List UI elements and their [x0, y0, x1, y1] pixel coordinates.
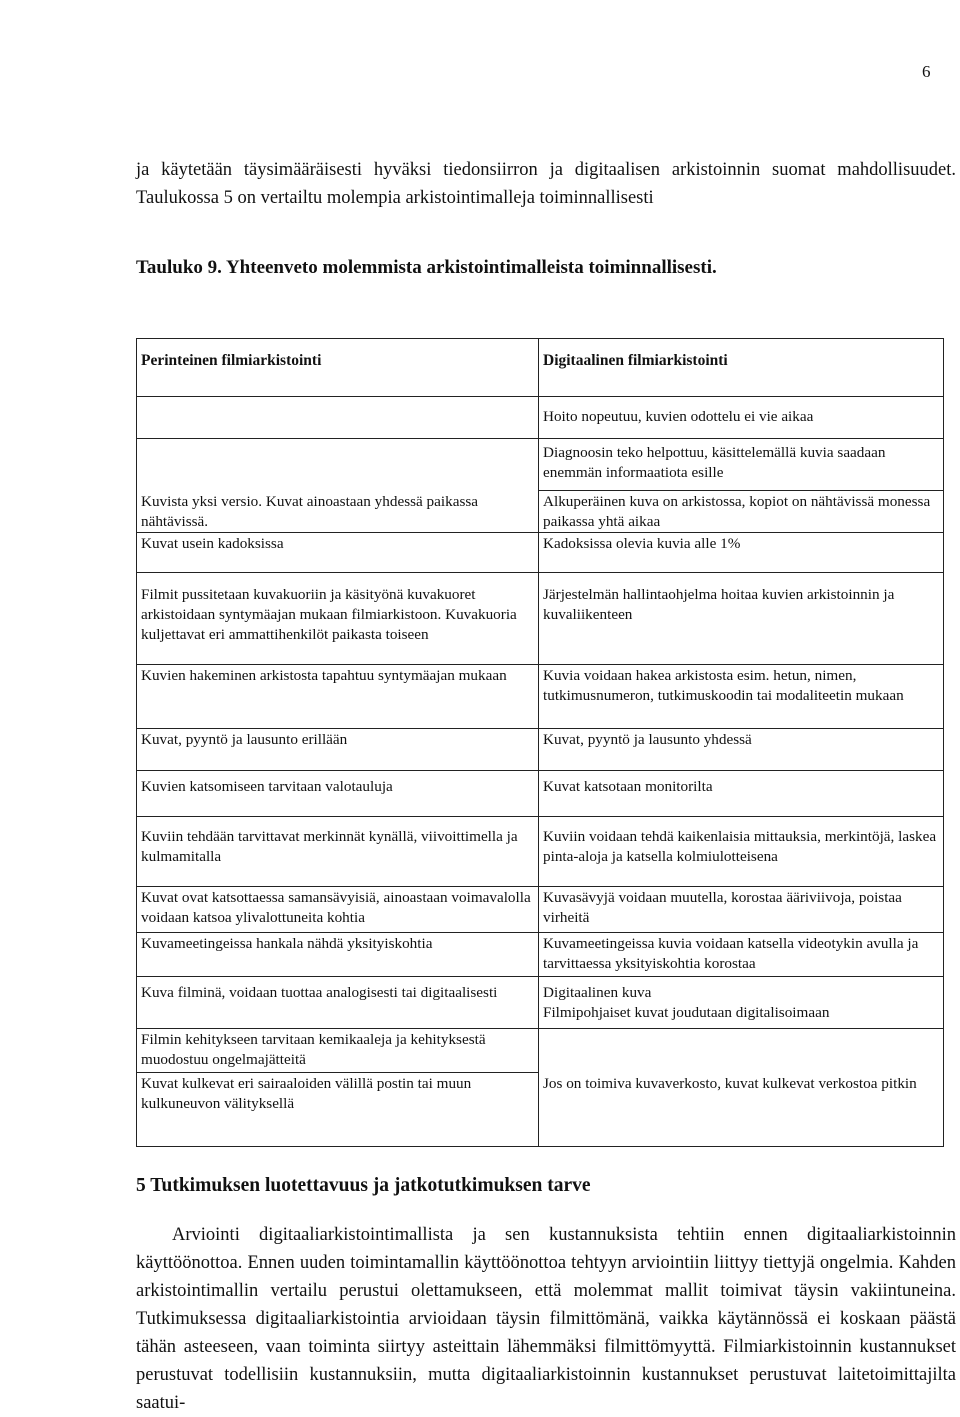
table-cell: Filmin kehitykseen tarvitaan kemikaaleja ja kehityksestä muodostuu ongelmajätteitä [137, 1029, 539, 1073]
table-row [137, 729, 943, 771]
table-cell: Kuvat, pyyntö ja lausunto erillään [137, 729, 539, 771]
table-cell: Kuva filminä, voidaan tuottaa analogisesti tai digitaalisesti [137, 977, 539, 1029]
table-row [137, 933, 943, 977]
header-traditional: Perinteinen filmiarkistointi [137, 339, 539, 397]
table-cell: Kadoksissa olevia kuvia alle 1% [539, 533, 943, 573]
table-cell: Kuviin voidaan tehdä kaikenlaisia mittauksia, merkintöjä, laskea pinta-aloja ja katsella kolmiulotteisena [539, 817, 943, 887]
table-cell: Kuvien hakeminen arkistosta tapahtuu syntymäajan mukaan [137, 665, 539, 729]
table-cell: Hoito nopeutuu, kuvien odottelu ei vie aikaa [539, 397, 943, 439]
table-caption: Tauluko 9. Yhteenveto molemmista arkistointimalleista toiminnallisesti. [136, 257, 717, 278]
table-row [137, 977, 943, 1029]
table-cell [137, 397, 539, 439]
table-row [137, 397, 943, 439]
table-row [137, 491, 943, 533]
table-cell: Alkuperäinen kuva on arkistossa, kopiot on nähtävissä monessa paikassa yhtä aikaa [539, 491, 943, 533]
table-cell: Kuvasävyjä voidaan muutella, korostaa ääriviivoja, poistaa virheitä [539, 887, 943, 933]
table-cell: Kuvista yksi versio. Kuvat ainoastaan yhdessä paikassa nähtävissä. [137, 491, 539, 533]
table-cell: Digitaalinen kuva Filmipohjaiset kuvat joudutaan digitalisoimaan [539, 977, 943, 1029]
page-number: 6 [922, 62, 931, 81]
header-digital: Digitaalinen filmiarkistointi [539, 339, 943, 397]
table-cell [539, 1029, 943, 1073]
table-cell: Jos on toimiva kuvaverkosto, kuvat kulkevat verkostoa pitkin [539, 1073, 943, 1147]
table-cell: Kuvat kulkevat eri sairaaloiden välillä postin tai muun kulkuneuvon välityksellä [137, 1073, 539, 1147]
section-text: Arviointi digitaaliarkistointimallista ja sen kustannuksista tehtiin ennen digitaaliarkistoinnin käyttöönottoa. Ennen uuden toimintamallin käyttöönottoa tehtyyn arviointiin liittyy tiettyjä ongelmia. Kahden arkistointimallin vertailu perustui olettamukseen, että molemmat mallit toimivat täysin vakiintuneina. Tutkimuksessa digitaaliarkistointia arvioidaan täysin filmittömänä, vaikka käytännössä ei koskaan päästä tähän asteeseen, vaan toiminta siirtyy asteittain lähemmäksi filmittömyyttä. Filmiarkistoinnin kustannukset perustuvat todellisiin kustannuksiin, mutta digitaaliarkistoinnin kustannukset perustuvat laitetoimittajilta saatui- [136, 1225, 956, 1413]
table-row [137, 533, 943, 573]
section-heading: 5 Tutkimuksen luotettavuus ja jatkotutkimuksen tarve [136, 1175, 591, 1196]
table-row [137, 817, 943, 887]
table-cell: Diagnoosin teko helpottuu, käsittelemällä kuvia saadaan enemmän informaatiota esille [539, 439, 943, 491]
table-cell: Kuvat usein kadoksissa [137, 533, 539, 573]
table-cell: Kuvien katsomiseen tarvitaan valotauluja [137, 771, 539, 817]
table-row [137, 573, 943, 665]
comparison-table [136, 338, 944, 1147]
table-cell: Kuvat, pyyntö ja lausunto yhdessä [539, 729, 943, 771]
table-cell: Kuvat katsotaan monitorilta [539, 771, 943, 817]
table-cell: Järjestelmän hallintaohjelma hoitaa kuvien arkistoinnin ja kuvaliikenteen [539, 573, 943, 665]
table-cell: Kuvia voidaan hakea arkistosta esim. hetun, nimen, tutkimusnumeron, tutkimuskoodin tai modaliteetin mukaan [539, 665, 943, 729]
table-row [137, 1029, 943, 1073]
table-row [137, 665, 943, 729]
table-cell: Kuviin tehdään tarvittavat merkinnät kynällä, viivoittimella ja kulmamitalla [137, 817, 539, 887]
table-row [137, 771, 943, 817]
table-row [137, 439, 943, 491]
table-header-row [137, 339, 943, 397]
intro-paragraph: ja käytetään täysimääräisesti hyväksi tiedonsiirron ja digitaalisen arkistoinnin suomat mahdollisuudet. Taulukossa 5 on vertailtu molempia arkistointimalleja toiminnallisesti [136, 160, 956, 208]
table-row [137, 887, 943, 933]
section-paragraph [136, 1221, 956, 1417]
table-cell: Kuvat ovat katsottaessa samansävyisiä, ainoastaan voimavalolla voidaan katsoa ylivalottuneita kohtia [137, 887, 539, 933]
table-row [137, 1073, 943, 1147]
table-cell: Filmit pussitetaan kuvakuoriin ja käsityönä kuvakuoret arkistoidaan syntymäajan mukaan filmiarkistoon. Kuvakuoria kuljettavat eri ammattihenkilöt paikasta toiseen [137, 573, 539, 665]
table-cell: Kuvameetingeissa hankala nähdä yksityiskohtia [137, 933, 539, 977]
table-cell [137, 439, 539, 491]
table-cell: Kuvameetingeissa kuvia voidaan katsella videotykin avulla ja tarvittaessa yksityiskohtia korostaa [539, 933, 943, 977]
